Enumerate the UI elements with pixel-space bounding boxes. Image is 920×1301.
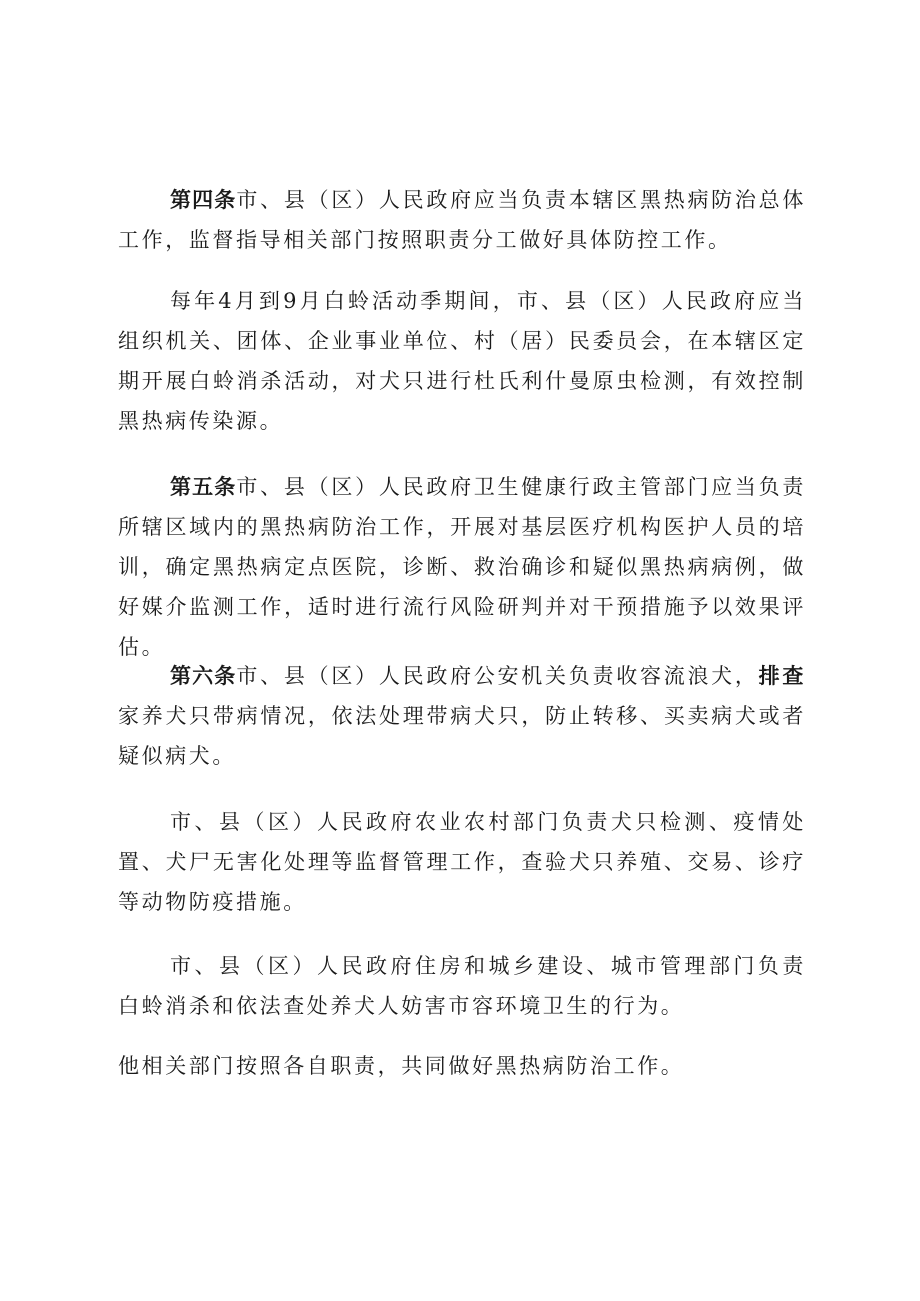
article-6-heading: 第六条: [170, 664, 237, 688]
article-4-clause-2: [118, 281, 806, 441]
article-6-clause-3: [118, 946, 806, 1026]
article-5-heading: 第五条: [170, 475, 237, 499]
article-6-clause-2: [118, 802, 806, 922]
article-5-paragraph: [118, 467, 806, 667]
article-6-text-before: 市、县（区）人民政府公安机关负责收容流浪犬，: [236, 664, 759, 688]
article-4-text: 市、县（区）人民政府应当负责本辖区黑热病防治总体工作，监督指导相关部门按照职责分工做好具体防控工作。: [118, 188, 806, 252]
article-6-clause-2-text: 市、县（区）人民政府农业农村部门负责犬只检测、疫情处置、犬尸无害化处理等监督管理工作，查验犬只养殖、交易、诊疗等动物防疫措施。: [118, 810, 806, 914]
article-6-clause-3-text: 市、县（区）人民政府住房和城乡建设、城市管理部门负责白蛉消杀和依法查处养犬人妨害市容环境卫生的行为。: [118, 954, 806, 1018]
article-6-paragraph: [118, 656, 806, 776]
article-6-emphasis: 排查: [758, 664, 807, 688]
article-4-clause-2-text: 每年4月到9月白蛉活动季期间，市、县（区）人民政府应当组织机关、团体、企业事业单位、村（居）民委员会，在本辖区定期开展白蛉消杀活动，对犬只进行杜氏利什曼原虫检测，有效控制黑热病传染源。: [118, 289, 806, 433]
article-6-clause-4: [118, 1046, 806, 1086]
article-6-text-after: 家养犬只带病情况，依法处理带病犬只，防止转移、买卖病犬或者疑似病犬。: [118, 704, 806, 768]
article-4-paragraph: [118, 180, 806, 260]
article-4-heading: 第四条: [170, 188, 237, 212]
article-6-clause-4-text: 他相关部门按照各自职责，共同做好黑热病防治工作。: [118, 1054, 685, 1078]
article-5-text: 市、县（区）人民政府卫生健康行政主管部门应当负责所辖区域内的黑热病防治工作，开展对基层医疗机构医护人员的培训，确定黑热病定点医院，诊断、救治确诊和疑似黑热病病例，做好媒介监测工作，适时进行流行风险研判并对干预措施予以效果评估。: [118, 475, 806, 659]
